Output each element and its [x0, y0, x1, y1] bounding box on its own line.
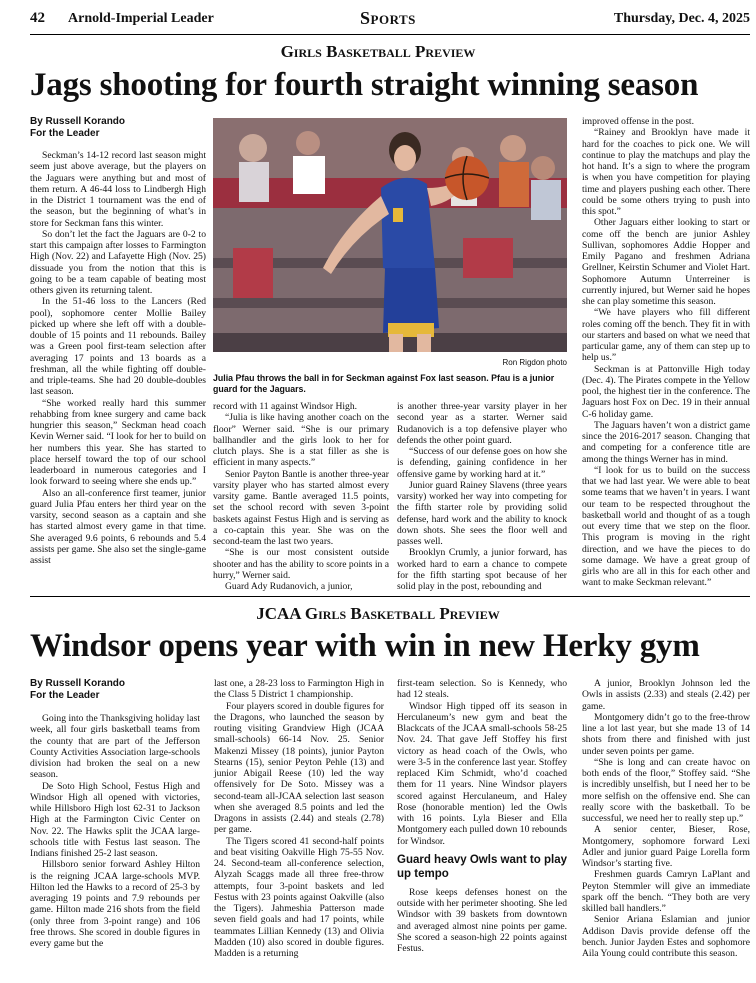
issue-date: Thursday, Dec. 4, 2025 — [613, 11, 750, 26]
paragraph: So don’t let the fact the Jaguars are 0-2 to start this campaign after losses to Farmington High (Nov. 22) and Lafayette High (Nov. 25) dissuade you from the notion that this is going to be a team capable of beating most others given its returning talent. — [30, 228, 206, 296]
page-header — [30, 8, 750, 35]
story1-kicker: Girls Basketball Preview — [280, 42, 476, 61]
paragraph: A junior, Brooklyn Johnson led the Owls in assists (2.33) and steals (2.42) per game. — [582, 678, 750, 712]
story1-column-3 — [397, 401, 567, 592]
byline-name: By Russell Korando — [30, 116, 126, 127]
paragraph: “Rainey and Brooklyn have made it hard for the coaches to pick one. We will continue to play the matchups and play the hot hand. It’s a sign to where the program is when you have competition for playing time and players pushing each other. There could be some others trying to push into this spot.” — [582, 127, 750, 217]
paragraph: Four players scored in double figures for the Dragons, who launched the season by routing visiting Grandview High (JCAA small-schools) 66-14 Nov. 25. Senior Makenzi Missey (18 points), junior Payton Stearns (15), senior Peyton Pehle (13) and junior Abigail Reese (10) led the way offensively for De Soto. Missey was a second-team all-JCAA selection last season when she averaged 8.5 points and led the Dragons in assists (2.44) and steals (2.78) per game. — [214, 700, 384, 836]
paragraph: “Julia is like having another coach on the floor” Werner said. “She is our primary ballhandler and the girls look to her for clutch plays. She is a stat filler as she is efficient in many aspects.” — [213, 412, 389, 469]
paragraph: Seckman’s 14-12 record last season might seem just above average, but the players on the Jaguars were anything but and most of them return. A 46-44 loss to Lindbergh High in the District 1 tournament was the end of the season, but the beginning of what’s in store for Seckman fans this winter. — [30, 150, 206, 229]
paragraph: Seckman is at Pattonville High today (Dec. 4). The Pirates compete in the Yellow pool, the highest tier in the conference. The Jaguars host Fox on Dec. 19 in their annual C-6 holiday game. — [582, 363, 750, 420]
paragraph: The Tigers scored 41 second-half points and beat visiting Oakville High 75-55 Nov. 24. Second-team all-conference selection, Alyzah Scaggs made all three free-throw attempts, four 3-point baskets and led Festus with 23 points against Oakville (also the Tigers). Jahmeshia Patterson made seven field goals and had 17 points, while teammates Lillian Kennedy (13) and Olivia Madden (10) also scored in double figures. Madden is a returning — [214, 835, 384, 959]
paragraph: record with 11 against Windsor High. — [213, 401, 358, 412]
paragraph: Brooklyn Crumly, a junior forward, has worked hard to earn a chance to compete for the fifth starting spot because of her solid play in the post, rebounding and — [397, 547, 567, 592]
basketball-photo — [213, 118, 567, 352]
story1-column-4 — [582, 116, 750, 589]
newspaper-name: Arnold-Imperial Leader — [68, 11, 214, 26]
story2-column-4 — [582, 678, 750, 976]
paragraph: “She worked really hard this summer rehabbing from knee surgery and came back hungrier this season,” Seckman head coach Kevin Werner said. “I look for her to build on her numbers this year. She has started to place herself toward the top of our school leaderboard in numerous categories and I look forward to seeing where she ends up.” — [30, 397, 206, 488]
paragraph: Also an all-conference first teamer, junior guard Julia Pfau enters her third year on the varsity, second season as a captain and she has started almost every game in that time. She averaged 9.6 points, 6 rebounds and 5.4 assists per game. She also set the single-game assist — [30, 487, 206, 566]
paragraph: Junior guard Rainey Slavens (three years varsity) worked her way into competing for the fifth starter role by providing solid defense, hard work and the ability to knock down shots. She sees the floor well and passes well. — [397, 479, 567, 547]
paragraph: The Jaguars haven’t won a district game since the 2016-2017 season. Changing that and competing for a conference title are among the things Werner has in mind. — [582, 419, 750, 465]
story1-headline: Jags shooting for fourth straight winning season — [30, 67, 699, 103]
paragraph: “We have players who fill different roles coming off the bench. They fit in with our starters and based on what we need that particular game, any of them can step up to help us.” — [582, 307, 750, 364]
story2-column-3 — [397, 678, 567, 976]
page-number: 42 — [30, 10, 45, 26]
paragraph: Other Jaguars either looking to start or come off the bench are junior Ashley Sullivan, sophomores Addie Hopper and Emily Pagano and freshmen Adriana Grellner, Keirstin Schumer and Violet Hart. Sophomore Autumn Unterreiner is currently injured, but Werner said he hopes she can play sometime this season. — [582, 217, 750, 307]
story1-byline — [30, 116, 206, 140]
byline-role: For the Leader — [30, 128, 100, 139]
paragraph: De Soto High School, Festus High and Windsor High all opened with victories, while Hillsboro High lost 62-31 to Jackson High at the Farmington Civic Center on Nov. 22. The Hawks split the JCAA large-schools title with Festus last season. The Indians finished 25-2 last season. — [30, 780, 200, 859]
story1-column-2 — [213, 401, 389, 592]
paragraph: is another three-year varsity player in her second year as a starter. Werner said Rudanovich is a top defensive player who defends the other point guard. — [397, 401, 567, 446]
paragraph: “She is our most consistent outside shooter and has the ability to score points in a hurry,” Werner said. — [213, 547, 389, 581]
story-divider — [30, 596, 750, 597]
story2-kicker: JCAA Girls Basketball Preview — [256, 604, 500, 623]
paragraph: first-team selection. So is Kennedy, who had 12 steals. — [397, 678, 567, 701]
section-name: Sports — [360, 8, 416, 28]
paragraph: Montgomery didn’t go to the free-throw line a lot last year, but she made 13 of 14 shots from there and finished with just under seven points per game. — [582, 711, 750, 757]
paragraph: improved offense in the post. — [582, 116, 694, 127]
paragraph: Senior Ariana Eslamian and junior Addison Davis provide defense off the bench. Junior Jayden Estes and sophomore Aila Young could contribute this season. — [582, 914, 750, 959]
paragraph: last one, a 28-23 loss to Farmington High in the Class 5 District 1 championship. — [214, 678, 384, 701]
paragraph: “Success of our defense goes on how she is defending, gaining confidence in her offensive game by working hard at it.” — [397, 446, 567, 480]
paragraph: Rose keeps defenses honest on the outside with her perimeter shooting. She led Windsor with 39 baskets from downtown and averaged almost nine points per game. She scored a season-high 22 points against Festus. — [397, 886, 567, 954]
paragraph: Hillsboro senior forward Ashley Hilton is the reigning JCAA large-schools MVP. Hilton led the Hawks to a record of 25-3 by averaging 19 points and 7.9 rebounds per game. Hilton made 216 shots from the field (only three from 3-point range) and 106 free throws. She scored in double figures in every game but the — [30, 859, 200, 949]
paragraph: Guard Ady Rudanovich, a junior, — [225, 581, 353, 592]
story1-column-1 — [30, 150, 206, 580]
story2-column-1 — [30, 713, 200, 975]
player-photo-illustration — [213, 118, 567, 352]
paragraph: In the 51-46 loss to the Lancers (Red pool), sophomore center Mollie Bailey picked up where she left off with a double-double of 15 points and 11 rebounds. Bailey was a Green pool first-team selection after averaging 17 points and 13 boards as a freshman, all the while fighting off double- and triple-teams. She had 20 double-doubles last season. — [30, 296, 206, 398]
story2-byline — [30, 678, 206, 702]
story2-column-2 — [214, 678, 384, 976]
photo-credit: Ron Rigdon photo — [502, 358, 567, 367]
story2-headline: Windsor opens year with win in new Herky gym — [30, 628, 700, 664]
byline-name: By Russell Korando — [30, 678, 126, 689]
byline-role: For the Leader — [30, 690, 100, 701]
subheading: Guard heavy Owls want to play up tempo — [397, 853, 567, 880]
paragraph: “She is long and can create havoc on both ends of the floor,” Stoffey said. “She is incredibly unselfish, but I need her to be more selfish on the offensive end. She can really score with the basketball. To be successful, we need her to really step up.” — [582, 756, 750, 824]
paragraph: Windsor High tipped off its season in Herculaneum’s new gym and beat the Blackcats of the JCAA small-schools 58-25 Nov. 24. That gave Jeff Stoffey his first victory as head coach of the Owls, who were 3-5 in the conference last year. Stoffey replaced Kim Schmidt, who’d coached them for 11 years. Nine Windsor players scored against Herculaneum, and Haley Rose (honorable mention) led the Owls with 16 points. Lyla Bieser and Ella Montgomery each pulled down 10 rebounds for Windsor. — [397, 700, 567, 847]
paragraph: A senior center, Bieser, Rose, Montgomery, sophomore forward Lexi Adler and junior guard Paige Lorella form Windsor’s starting five. — [582, 824, 750, 869]
paragraph: Freshmen guards Camryn LaPlant and Peyton Stemmler will give an immediate spark off the bench. “They both are very skilled ball handlers.” — [582, 869, 750, 914]
photo-caption: Julia Pfau throws the ball in for Seckman against Fox last season. Pfau is a junior guard for the Jaguars. — [213, 373, 555, 394]
paragraph: “I look for us to build on the success that we had last year. We were able to beat some teams that we haven’t in years. I want our team to be respected throughout the basketball world and thought of as a tough out every time that we step on the floor. This program is moving in the right direction, and we have the pieces to do some damage. We have a great group of girls who are all in this for each other and want to make Seckman relevant.” — [582, 464, 750, 589]
paragraph: Senior Payton Bantle is another three-year varsity player who has started almost every varsity game. Bantle averaged 11.5 points, set the school record with seven 3-point baskets against Festus High and is serving as a co-captain this year. She was on the second-team the last two years. — [213, 468, 389, 547]
paragraph: Going into the Thanksgiving holiday last week, all four girls basketball teams from the county that are part of the Jefferson County Activities Association large-schools division had broken the seal on a new season. — [30, 713, 200, 781]
